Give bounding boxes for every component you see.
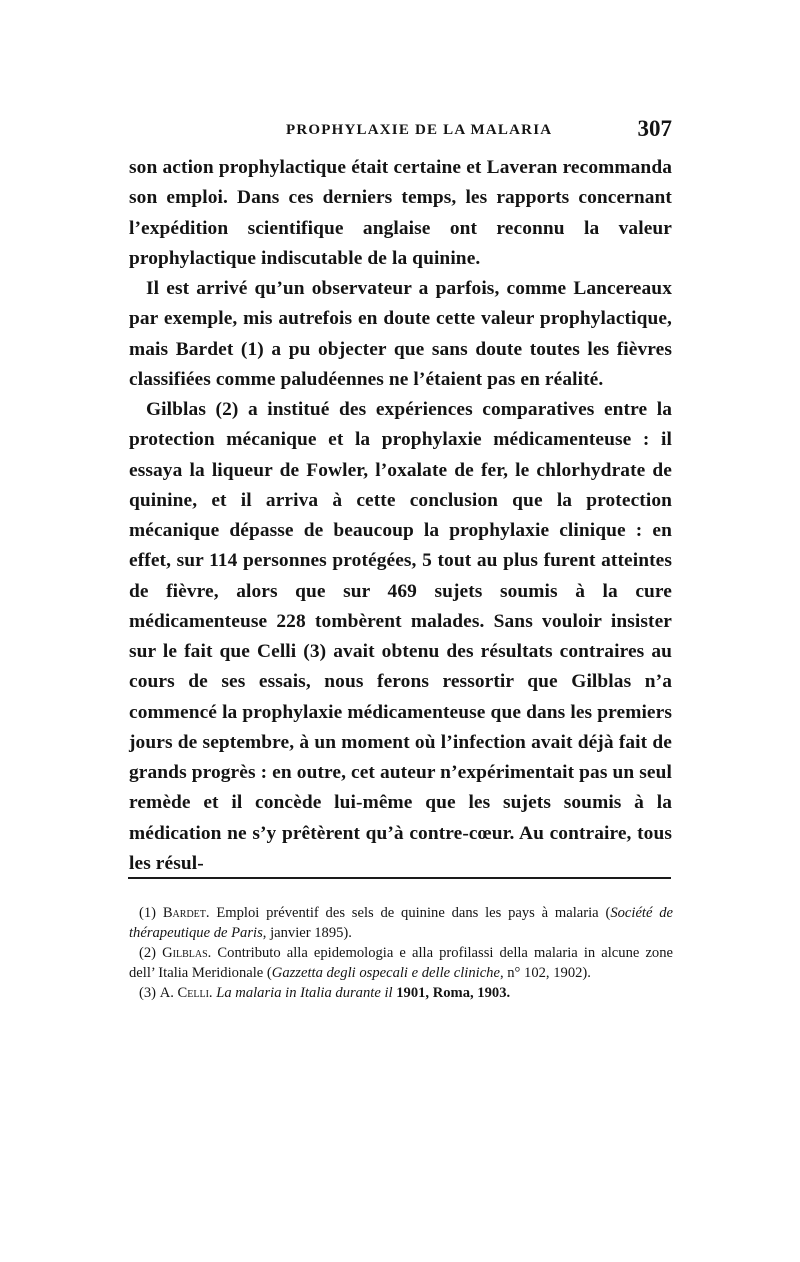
footnote-title: Gazzetta degli ospecali e delle cliniche — [271, 965, 500, 981]
running-head — [128, 116, 676, 150]
running-title: PROPHYLAXIE DE LA MALARIA — [286, 122, 553, 138]
footnote-text: , janvier 1895). — [262, 925, 352, 941]
body-text — [129, 153, 672, 879]
footnote-3 — [129, 983, 673, 1003]
footnote-1 — [129, 903, 673, 943]
footnote-marker: (1) — [139, 905, 157, 921]
paragraph-1: son action prophylactique était certaine et Laveran recommanda son emploi. Dans ces derniers temps, les rapports concernant l’expédition scientifique anglaise ont reconnu la valeur prophylactique indiscutable de la quinine. — [129, 157, 672, 269]
footnote-marker: (3) — [139, 985, 157, 1001]
footnote-author: Bardet. — [162, 905, 210, 921]
footnote-text: , n° 102, 1902). — [499, 965, 591, 981]
footnote-title: La malaria in Italia durante il — [216, 985, 393, 1001]
footnote-text: 1901, Roma, 1903. — [392, 985, 511, 1001]
footnote-marker: (2) — [139, 945, 157, 961]
footnotes — [129, 903, 673, 1003]
footnote-author: Gilblas. — [162, 945, 212, 961]
footnote-text: Contributo alla epidemologia e alla profilassi della malaria in alcune zone dell’ Italia Meridionale ( — [129, 945, 673, 981]
footnote-text: Emploi préventif des sels de quinine dans les pays à malaria ( — [209, 905, 611, 921]
paragraph-2: Il est arrivé qu’un observateur a parfois, comme Lancereaux par exemple, mis autrefois en doute cette valeur prophylactique, mais Bardet (1) a pu objecter que sans doute toutes les fièvres classifiées comme paludéennes ne l’étaient pas en réalité. — [129, 278, 672, 390]
footnote-title: Société de thérapeutique de Paris — [129, 905, 674, 941]
page-number: 307 — [637, 116, 672, 141]
footnote-author: A. Celli. — [159, 985, 213, 1001]
footnote-2 — [129, 943, 673, 983]
footnote-divider — [128, 877, 671, 879]
paragraph-3: Gilblas (2) a institué des expériences comparatives entre la protection mécanique et la prophylaxie médicamenteuse : il essaya la liqueur de Fowler, l’oxalate de fer, le chlorhydrate de quinine, et il arriva à cette conclusion que la protection mécanique dépasse de beaucoup la prophylaxie clinique : en effet, sur 114 personnes protégées, 5 tout au plus furent atteintes de fièvre, alors que sur 469 sujets soumis à la cure médicamenteuse 228 tombèrent malades. Sans vouloir insister sur le fait que Celli (3) avait obtenu des résultats contraires au cours de ses essais, nous ferons ressortir que Gilblas n’a commencé la prophylaxie médicamenteuse que dans les premiers jours de septembre, à un moment où l’infection avait déjà fait de grands progrès : en outre, cet auteur n’expérimentait pas un seul remède et il concède lui-même que les sujets soumis à la médication ne s’y prêtèrent qu’à contre-cœur. Au contraire, tous les résul- — [129, 399, 672, 874]
